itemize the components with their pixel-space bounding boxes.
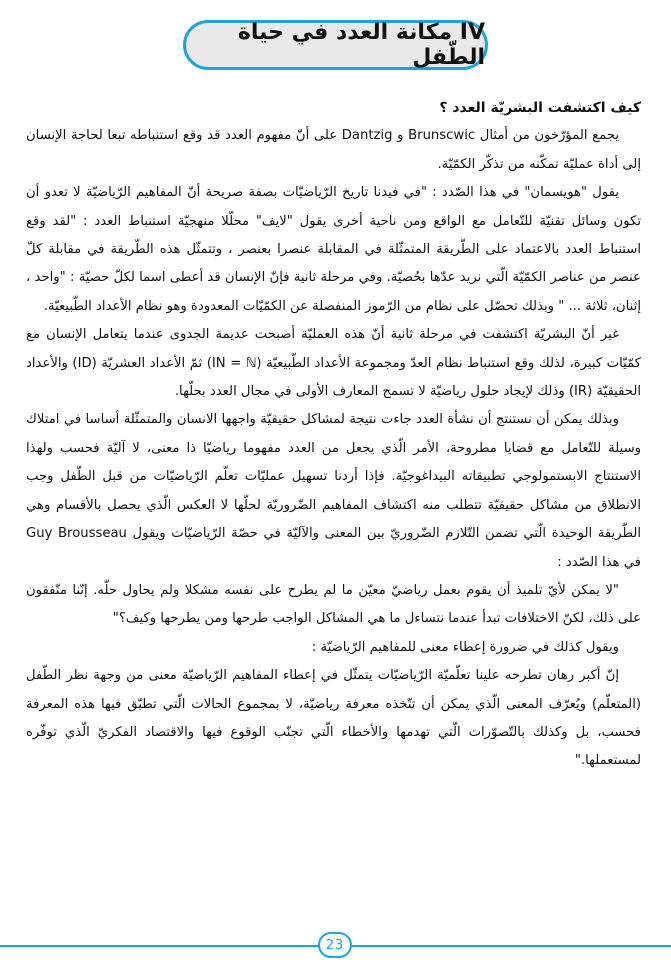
quote-paragraph: "لا يمكن لأيّ تلميذ أن يقوم بعمل رياضيّ معيّن ما لم يطرح على نفسه مشكلا ولم يحاول حلّه. إنّنا متّفقون على ذلك، لكنّ الاختلافات تبدأ عندما نتساءل ما هي المشاكل الواجب طرحها ومن يطرحها وكيف؟" (26, 582, 641, 627)
paragraph: غير أنّ البشريّة اكتشفت في مرحلة ثانية أنّ هذه العمليّة أصبحت عديمة الجدوى عندما يتعامل الإنسان مع كمّيّات كبيرة، لذلك وقع استنباط نظام العدّ ومجموعة الأعداد الطّبيعيّة (IN = ℕ) ثمّ الأعداد العشريّة (ID) والأعداد الحقيقيّة (IR) وذلك لإيجاد حلول رياضيّة لا تسمح المعارف الأولى في مجال العدد بحلّها. (26, 327, 641, 400)
paragraph: يجمع المؤرّخون من أمثال Brunscwic و Dantzig على أنّ مفهوم العدد قد وقع استنباطه تبعا لحاجة الإنسان إلى أداة عمليّة تمكّنه من تذكّر الكمّيّة. (26, 128, 641, 172)
chapter-title: IV مكانة العدد في حياة الطّفل (183, 20, 488, 70)
paragraph: ويقول كذلك في ضرورة إعطاء معنى للمفاهيم الرّياضيّة : (311, 639, 619, 655)
page-number: 23 (318, 932, 352, 958)
section-heading: كيف اكتشفت البشريّة العدد ؟ (439, 100, 641, 116)
page-body (26, 94, 641, 776)
paragraph: وبذلك يمكن أن نستنتج أن نشأة العدد جاءت نتيجة لمشاكل حقيقيّة واجهها الانسان والمتمثّلة أساسا في امتلاك وسيلة للتّعامل مع قضايا مطروحة، الأمر الّذي يجعل من العدد مفهوما رياضيّا ذا معنى، لا آليّة فحسب ولهذا الاستنتاج الابستمولوجي تطبيقاته البيداغوجيّة. فإذا أردنا تسهيل عمليّات تعلّم الرّياضيّات من قبل الطّفل وجب الانطلاق من مشاكل حقيقيّة تتطلب منه اكتشاف المفاهيم الضّروريّة لحلّها لا العكس الّذي يحصل بالأقسام وهي الطّريقة الوحيدة الّتي تضمن التّلازم الضّروريّ بين المعنى والآليّة في حصّة الرّياضيّات ويقول Guy Brousseau في هذا الصّدد : (26, 412, 641, 570)
paragraph: يقول "هويسمان" في هذا الصّدد : "في فيدنا تاريخ الرّياضيّات بصفة صريحة أنّ المفاهيم الرّياضيّة لا تعدو أن تكون وسائل تقنيّة للتّعامل مع الواقع ومن ناحية أخرى يقول "لايف" محلّلا منهجيّة استنباط العدد : "لقد وقع استنباط العدد بالاعتماد على الطّريقة المتمثّلة في المقابلة عنصرا بعنصر ، وتتمثّل هذه الطّريقة في مقابلة كلّ عنصر من عناصر الكمّيّة الّتي نريد عدّها بحُصيّة. وفي مرحلة ثانية فإنّ الإنسان قد أعطى اسما لكلّ حصيّة : "واحد ، إثنان، ثلاثة ... " وبذلك تحصّل على نظام من الرّموز المنفصلة عن الكمّيّات المعدودة وهو نظام الأعداد الطّبيعيّة. (26, 185, 641, 314)
quote-paragraph: إنّ أكبر رهان تطرحه علينا تعلّميّة الرّياضيّات يتمثّل في إعطاء المفاهيم الرّياضيّة معنى من وجهة نظر الطّفل (المتعلّم) ويُعرّف المعنى الّذي يمكن أن تتّخذه معرفة رياضيّة، لا بمجموع الحالات الّتي تطبّق فيها هذه المعرفة فحسب، بل وكذلك بالتّصوّرات الّتي تهدمها والأخطاء الّتي تجنّب الوقوع فيها والاقتصاد الفكريّ الّذي توفّره لمستعملها." (26, 668, 641, 769)
